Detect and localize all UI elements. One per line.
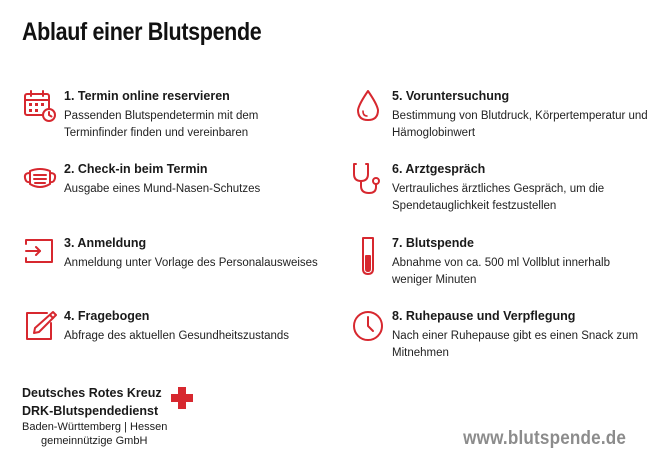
website-url: www.blutspende.de (463, 428, 626, 449)
step-description: Abfrage des aktuellen Gesundheitszustands (64, 330, 290, 342)
step-heading: 6. Arztgespräch (392, 162, 486, 176)
sign-in-icon (23, 236, 57, 270)
logo-line-3: Baden-Württemberg | Hessen (22, 421, 168, 433)
step-description: Ausgabe eines Mund-Nasen-Schutzes (64, 183, 261, 195)
step-description: Vertrauliches ärztliches Gespräch, um die Spendetauglichkeit festzustellen (392, 183, 605, 212)
step-heading: 7. Blutspende (392, 236, 474, 250)
calendar-icon (23, 89, 57, 123)
step-heading: 2. Check-in beim Termin (64, 162, 208, 176)
step-description: Abnahme von ca. 500 ml Vollblut innerhalb weniger Minuten (392, 257, 611, 286)
step-heading: 1. Termin online reservieren (64, 89, 230, 103)
step-description: Anmeldung unter Vorlage des Personalausweises (64, 257, 318, 269)
step-description: Passenden Blutspendetermin mit dem Terminfinder finden und vereinbaren (64, 110, 259, 139)
step-description: Bestimmung von Blutdruck, Körpertemperatur und Hämoglobinwert (392, 110, 648, 139)
blood-tube-icon (351, 236, 385, 270)
red-cross-icon (171, 387, 193, 409)
questionnaire-icon (23, 309, 57, 343)
logo-line-2: DRK-Blutspendedienst (22, 404, 159, 418)
logo-line-4: gemeinnützige GmbH (41, 435, 148, 447)
step-heading: 5. Voruntersuchung (392, 89, 510, 103)
step-heading: 8. Ruhepause und Verpflegung (392, 309, 576, 323)
drk-logo (22, 386, 212, 456)
face-mask-icon (23, 162, 57, 196)
step-description: Nach einer Ruhepause gibt es einen Snack zum Mitnehmen (392, 330, 639, 359)
step-heading: 3. Anmeldung (64, 236, 147, 250)
clock-icon (351, 309, 385, 343)
step-heading: 4. Fragebogen (64, 309, 150, 323)
stethoscope-icon (351, 162, 385, 196)
blood-drop-icon (351, 89, 385, 123)
page-title: Ablauf einer Blutspende (22, 18, 262, 46)
logo-line-1: Deutsches Rotes Kreuz (22, 386, 162, 400)
